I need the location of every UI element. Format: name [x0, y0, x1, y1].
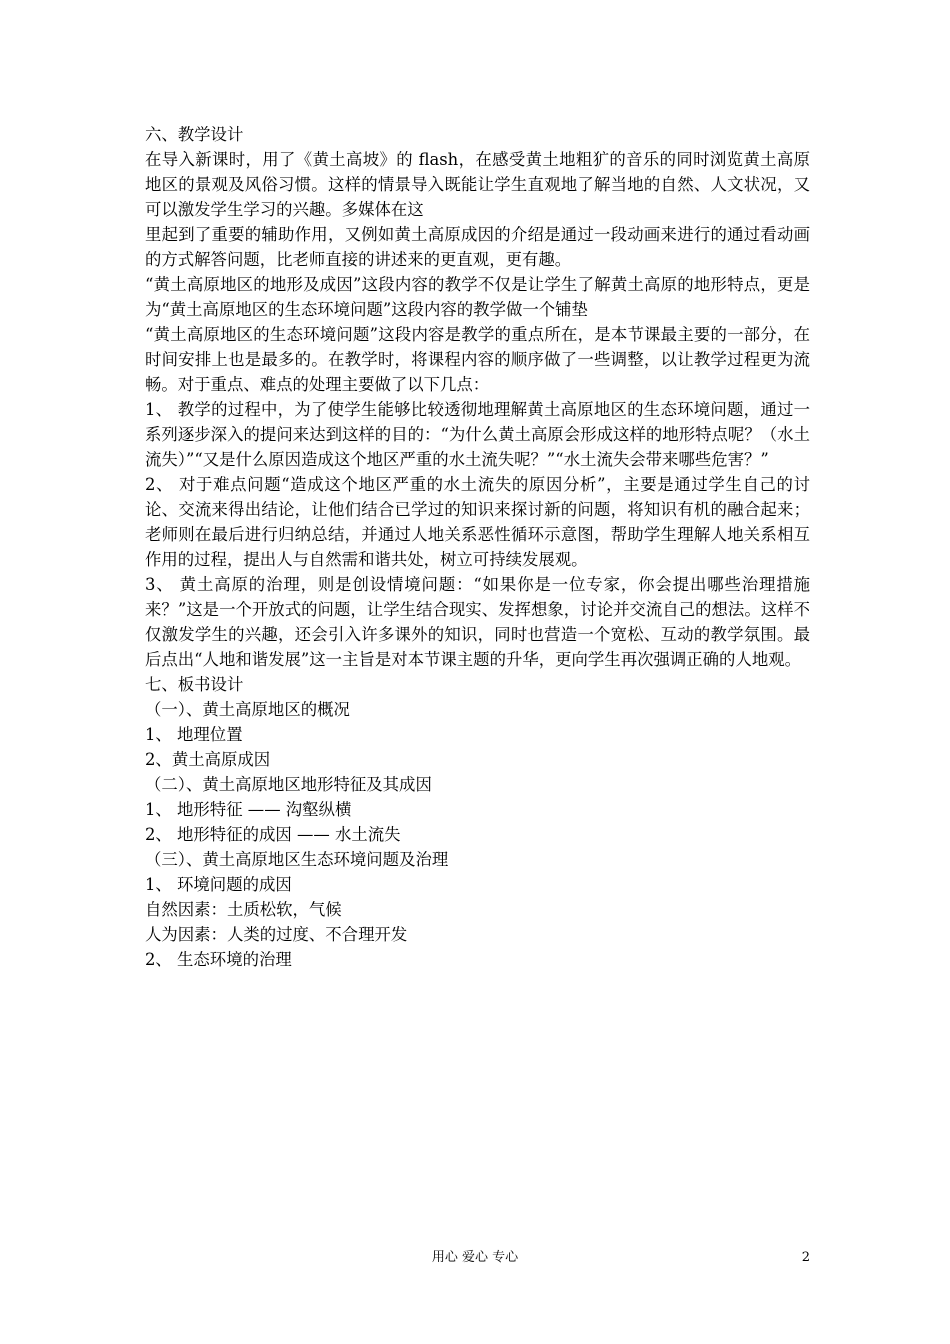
paragraph-intro: 在导入新课时，用了《黄土高坡》的 flash，在感受黄土地粗犷的音乐的同时浏览黄土高原地区的景观及风俗习惯。这样的情景导入既能让学生直观地了解当地的自然、人文状况，又可以激发学生学习的兴趣。多媒体在这	[145, 150, 810, 219]
outline-line: 1、 地理位置	[145, 725, 243, 744]
section-heading-teaching-design: 六、教学设计	[145, 125, 244, 144]
list-item-point-2: 2、 对于难点问题“造成这个地区严重的水土流失的原因分析”，主要是通过学生自己的讨论、交流来得出结论，让他们结合已学过的知识来探讨新的问题，将知识有机的融合起来；老师则在最后进行归纳总结，并通过人地关系恶性循环示意图，帮助学生理解人地关系相互作用的过程，提出人与自然需和谐共处，树立可持续发展观。	[145, 475, 810, 569]
outline-line: 1、 地形特征 —— 沟壑纵横	[145, 800, 352, 819]
page-body	[145, 122, 810, 972]
page-number: 2	[801, 1250, 810, 1265]
list-item-point-3: 3、 黄土高原的治理，则是创设情境问题：“如果你是一位专家，你会提出哪些治理措施来？”这是一个开放式的问题，让学生结合现实、发挥想象，讨论并交流自己的想法。这样不仅激发学生的兴趣，还会引入许多课外的知识，同时也营造一个宽松、互动的教学氛围。最后点出“人地和谐发展”这一主旨是对本节课主题的升华，更向学生再次强调正确的人地观。	[145, 575, 810, 669]
outline-line: 2、 地形特征的成因 —— 水土流失	[145, 825, 401, 844]
paragraph-ecology: “黄土高原地区的生态环境问题”这段内容是教学的重点所在，是本节课最主要的一部分，在时间安排上也是最多的。在教学时，将课程内容的顺序做了一些调整，以让教学过程更为流畅。对于重点、难点的处理主要做了以下几点：	[145, 325, 810, 394]
outline-line: 1、 环境问题的成因	[145, 875, 292, 894]
outline-line: （三）、黄土高原地区生态环境问题及治理	[145, 850, 449, 869]
page-footer: 用心 爱心 专心	[431, 1250, 519, 1265]
section-heading-board-design: 七、板书设计	[145, 675, 244, 694]
outline-line: （一）、黄土高原地区的概况	[145, 700, 350, 719]
list-item-point-1: 1、 教学的过程中，为了使学生能够比较透彻地理解黄土高原地区的生态环境问题，通过一系列逐步深入的提问来达到这样的目的：“为什么黄土高原会形成这样的地形特点呢？（水土流失）”“又是什么原因造成这个地区严重的水土流失呢？”“水土流失会带来哪些危害？”	[145, 400, 810, 469]
outline-line: 2、黄土高原成因	[145, 750, 271, 769]
outline-line: 自然因素：土质松软，气候	[145, 900, 342, 919]
paragraph-multimedia: 里起到了重要的辅助作用，又例如黄土高原成因的介绍是通过一段动画来进行的通过看动画的方式解答问题，比老师直接的讲述来的更直观，更有趣。	[145, 225, 810, 269]
outline-line: （二）、黄土高原地区地形特征及其成因	[145, 775, 432, 794]
outline-line: 2、 生态环境的治理	[145, 950, 292, 969]
outline-line: 人为因素：人类的过度、不合理开发	[145, 925, 408, 944]
paragraph-terrain: “黄土高原地区的地形及成因”这段内容的教学不仅是让学生了解黄土高原的地形特点，更是为“黄土高原地区的生态环境问题”这段内容的教学做一个铺垫	[145, 275, 810, 319]
